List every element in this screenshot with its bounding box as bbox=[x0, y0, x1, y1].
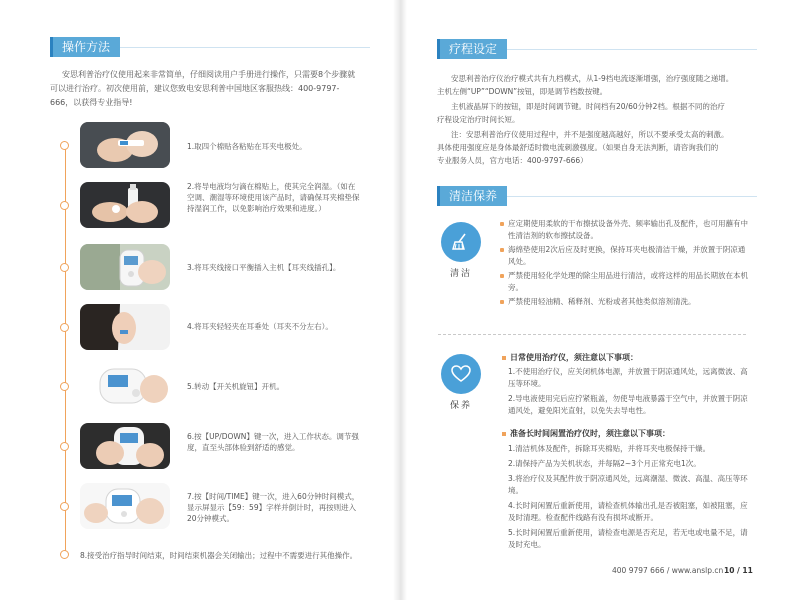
list-item: 应定期使用柔软的干布擦拭设备外壳、频率输出孔及配件，也可用蘸有中性清洁剂的软布擦拭设备。 bbox=[500, 218, 750, 242]
timeline-dot bbox=[60, 201, 69, 210]
list-item: 1.清洁机体及配件，拆除耳夹棉贴，并将耳夹电极保持干燥。 bbox=[508, 444, 711, 453]
section-rule bbox=[507, 196, 757, 197]
timeline-dot bbox=[60, 382, 69, 391]
daily-list bbox=[508, 366, 752, 420]
page-number: 10 / 11 bbox=[724, 566, 753, 575]
footer-contact: 400 9797 666 / www.anslp.cn bbox=[612, 566, 724, 575]
step-3-text: 3.将耳夹线接口平衡插入主机【耳夹线插孔】。 bbox=[187, 263, 341, 272]
step-7-photo bbox=[80, 483, 170, 529]
clean-list bbox=[500, 218, 750, 310]
care-label: 保养 bbox=[449, 401, 472, 411]
step-6-photo bbox=[80, 423, 170, 469]
intro-line: 666，以获得专业指导! bbox=[50, 98, 133, 107]
step-4-text: 4.将耳夹轻轻夹在耳垂处（耳夹不分左右）。 bbox=[187, 322, 333, 331]
step-5-photo bbox=[80, 363, 170, 409]
broom-icon bbox=[441, 222, 481, 262]
therapy-line: 专业服务人员，官方电话：400-9797-666） bbox=[437, 156, 588, 165]
step-7-text: 7.按【时间/TIME】键一次，进入60分钟时间模式，显示屏显示【59：59】字样并倒计时，再按则进入20分钟模式。 bbox=[187, 492, 360, 523]
intro-line: 安思利普治疗仪使用起来非常简单，仔细阅读用户手册进行操作，只需要8个步骤就 bbox=[62, 70, 356, 79]
timeline-dot bbox=[60, 550, 69, 559]
list-item: 严禁使用轻油精、稀释剂、光粉或者其他类似溶剂清洗。 bbox=[500, 296, 750, 308]
timeline-dot bbox=[60, 442, 69, 451]
section-title-therapy: 疗程设定 bbox=[437, 39, 507, 59]
step-1-photo bbox=[80, 122, 170, 168]
therapy-line: 具体使用强度应是身体最舒适时微电流刺激强度。（如果自身无法判断，请咨询我们的 bbox=[437, 143, 719, 152]
section-rule bbox=[507, 49, 757, 50]
therapy-line: 主机液晶屏下的按钮，即是时间调节键。时间档有20/60分钟2档。根据不同的治疗 bbox=[451, 102, 725, 111]
step-2-text: 2.将导电液均匀滴在棉贴上，使其完全润湿。（如在空调、潮湿等环境使用该产品时，请确保耳夹棉垫保持湿润工作，以免影响治疗效果和进度。） bbox=[187, 182, 360, 213]
section-rule bbox=[120, 47, 370, 48]
section-title-operation: 操作方法 bbox=[50, 37, 120, 57]
list-item: 严禁使用轻化学处理的除尘用品进行清洁，或将这样的用品长期放在本机旁。 bbox=[500, 270, 750, 294]
step-1-text: 1.取四个棉贴各粘贴在耳夹电极处。 bbox=[187, 142, 307, 151]
step-6-text: 6.按【UP/DOWN】键一次，进入工作状态。调节强度，直至头部体验到舒适的感觉。 bbox=[187, 432, 359, 452]
step-2-photo bbox=[80, 182, 170, 228]
step-5-text: 5.转动【开关机旋钮】开机。 bbox=[187, 382, 285, 391]
therapy-line: 疗程设定治疗时间长短。 bbox=[437, 115, 520, 124]
timeline-dot bbox=[60, 323, 69, 332]
page-spread-shadow bbox=[393, 0, 407, 600]
step-8-text: 8.接受治疗指导时间结束，时间结束机器会关闭输出；过程中不需要进行其他操作。 bbox=[80, 551, 358, 560]
list-item: 2.请保持产品为关机状态，并每隔2~3个月正常充电1次。 bbox=[508, 459, 701, 468]
list-item: 海绵垫使用2次后应及时更换，保持耳夹电极清洁干燥，并放置于阴凉通风处。 bbox=[500, 244, 750, 268]
section-title-clean: 清洁保养 bbox=[437, 186, 507, 206]
daily-heading: 日常使用治疗仪，须注意以下事项： bbox=[502, 352, 638, 363]
timeline-dot bbox=[60, 141, 69, 150]
step-3-photo bbox=[80, 244, 170, 290]
heart-icon bbox=[441, 354, 481, 394]
therapy-line: 主机左侧“UP”“DOWN”按钮，即是调节档数按键。 bbox=[437, 87, 608, 96]
section-header-operation bbox=[50, 37, 370, 57]
therapy-line: 安思利普治疗仪治疗模式共有九档模式，从1-9档电流逐渐增强，治疗强度随之递增。 bbox=[451, 74, 734, 83]
list-item: 5.长时间闲置后重新使用，请检查电源是否充足，若无电或电量不足，请及时充电。 bbox=[508, 528, 748, 549]
therapy-line: 注：安思利普治疗仪使用过程中，并不是强度越高越好，所以不要承受太高的刺激。 bbox=[451, 130, 729, 139]
list-item: 4.长时间闲置后重新使用，请检查机体输出孔是否被阻塞，如被阻塞，应及时清理。检查配件线路有没有损坏或断开。 bbox=[508, 501, 748, 522]
idle-list bbox=[508, 443, 752, 554]
step-4-photo bbox=[80, 304, 170, 350]
section-header-clean bbox=[437, 186, 757, 206]
list-item: 3.将治疗仪及其配件放于阴凉通风处，远离潮湿、微波、高温、高压等环境。 bbox=[508, 474, 748, 495]
intro-line: 可以进行治疗。初次使用前，建议您致电安思利普中国地区客服热线：400-9797- bbox=[50, 84, 340, 93]
idle-heading: 准备长时间闲置治疗仪时，须注意以下事项： bbox=[502, 428, 670, 439]
timeline-dot bbox=[60, 502, 69, 511]
therapy-paragraph bbox=[437, 72, 757, 167]
intro-paragraph bbox=[50, 68, 370, 110]
list-item: 1.不使用治疗仪，应关闭机体电源，并放置于阴凉通风处，远离微波、高压等环境。 bbox=[508, 367, 748, 388]
section-header-therapy bbox=[437, 39, 757, 59]
dashed-divider bbox=[438, 334, 746, 335]
timeline-dot bbox=[60, 263, 69, 272]
clean-label: 清洁 bbox=[449, 269, 472, 279]
list-item: 2.导电液使用完后应拧紧瓶盖，勿使导电液暴露于空气中，并放置于阴凉通风处，避免阳光直射，以免失去导电性。 bbox=[508, 394, 748, 415]
